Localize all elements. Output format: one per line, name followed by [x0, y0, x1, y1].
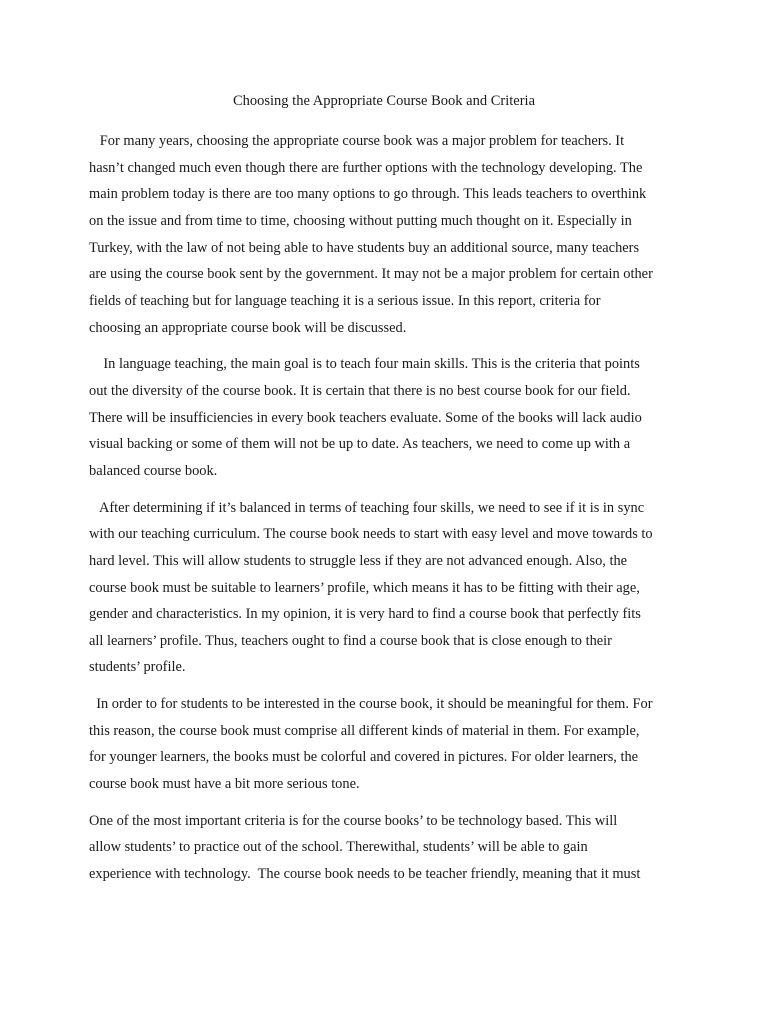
- paragraph-4: [89, 691, 689, 798]
- text-line: on the issue and from time to time, choosing without putting much thought on it. Especially in: [89, 212, 632, 229]
- text-line: students’ profile.: [89, 659, 186, 676]
- text-line: fields of teaching but for language teaching it is a serious issue. In this report, criteria for: [89, 292, 601, 309]
- text-line: balanced course book.: [89, 462, 218, 479]
- text-line: visual backing or some of them will not be up to date. As teachers, we need to come up with a: [89, 436, 631, 453]
- paragraph-5: [89, 808, 689, 888]
- text-line: hasn’t changed much even though there are further options with the technology developing. The: [89, 159, 643, 176]
- text-line: In order to for students to be interested in the course book, it should be meaningful for them. For: [89, 696, 653, 713]
- text-line: gender and characteristics. In my opinion, it is very hard to find a course book that perfectly fits: [89, 606, 641, 623]
- text-line: hard level. This will allow students to struggle less if they are not advanced enough. Also, the: [89, 552, 628, 569]
- text-line: One of the most important criteria is for the course books’ to be technology based. This will: [89, 812, 618, 829]
- text-line: There will be insufficiencies in every book teachers evaluate. Some of the books will lack audio: [89, 409, 642, 426]
- text-line: After determining if it’s balanced in terms of teaching four skills, we need to see if it is in sync: [89, 499, 645, 516]
- paragraph-1: [89, 128, 689, 341]
- text-line: experience with technology. The course book needs to be teacher friendly, meaning that it must: [89, 866, 641, 883]
- document-body: [89, 128, 689, 898]
- text-line: For many years, choosing the appropriate course book was a major problem for teachers. It: [89, 133, 625, 149]
- text-line: with our teaching curriculum. The course book needs to start with easy level and move towards to: [89, 526, 653, 543]
- paragraph-3: [89, 495, 689, 682]
- text-line: all learners’ profile. Thus, teachers ought to find a course book that is close enough to their: [89, 632, 612, 649]
- text-line: this reason, the course book must comprise all different kinds of material in them. For example,: [89, 722, 640, 739]
- text-line: course book must be suitable to learners’ profile, which means it has to be fitting with their age,: [89, 579, 640, 596]
- text-line: In language teaching, the main goal is to teach four main skills. This is the criteria that points: [89, 356, 640, 373]
- text-line: are using the course book sent by the government. It may not be a major problem for certain other: [89, 266, 653, 283]
- text-line: Turkey, with the law of not being able to have students buy an additional source, many teachers: [89, 239, 640, 256]
- text-line: for younger learners, the books must be colorful and covered in pictures. For older learners, the: [89, 749, 639, 766]
- text-line: out the diversity of the course book. It is certain that there is no best course book for our field.: [89, 382, 631, 399]
- text-line: choosing an appropriate course book will be discussed.: [89, 319, 407, 336]
- text-line: course book must have a bit more serious tone.: [89, 776, 360, 793]
- paragraph-2: [89, 351, 689, 484]
- text-line: main problem today is there are too many options to go through. This leads teachers to overthink: [89, 186, 647, 203]
- text-line: allow students’ to practice out of the school. Therewithal, students’ will be able to gain: [89, 839, 588, 856]
- document-title: Choosing the Appropriate Course Book and Criteria: [232, 93, 536, 109]
